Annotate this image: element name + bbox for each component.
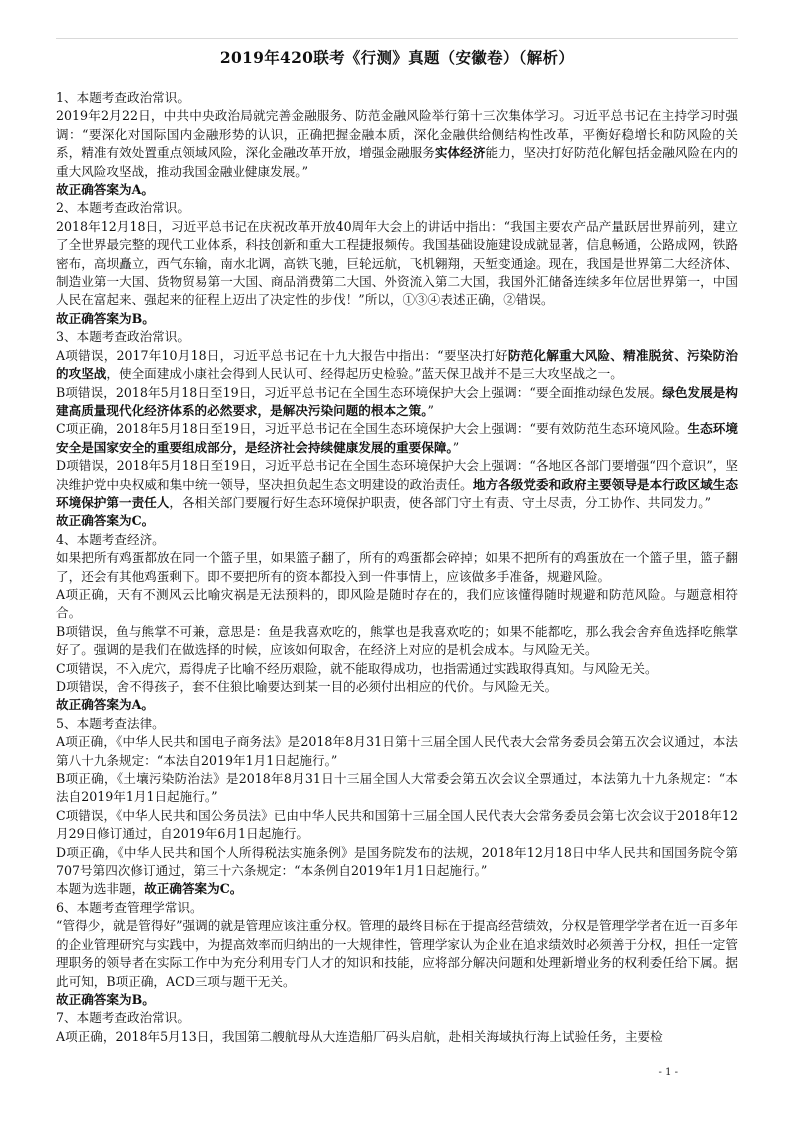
explanation-paragraph <box>56 880 738 898</box>
explanation-paragraph <box>56 660 738 678</box>
body-text: 如果把所有鸡蛋都放在同一个篮子里，如果篮子翻了，所有的鸡蛋都会碎掉；如果不把所有的鸡蛋放在一个篮子里，篮子翻了，还会有其他鸡蛋剩下。即不要把所有的资本都投入到一件事情上，应该做多手准备，规避风险。 <box>56 550 738 584</box>
body-text: 能力，坚决打好防范化解包括金融风险在内的重大风险攻坚战，推动我国金融业健康发展。” <box>56 145 739 179</box>
explanation-paragraph <box>56 733 738 770</box>
emphasis-text: 实体经济 <box>434 145 486 161</box>
answer-line: 故正确答案为B。 <box>56 310 155 326</box>
body-text: “管得少，就是管得好”强调的就是管理应该注重分权。管理的最终目标在于提高经营绩效，分权是管理学学者在近一百多年的企业管理研究与实践中，为提高效率而归纳出的一大规律性，管理学家认为企业在追求绩效时必须善于分权，担任一定管理职务的领导者在实际工作中为充分利用专门人才的知识和技能，应将部分解决问题和处理新增业务的权利委任给下属。据此可知，B项正确，ACD三项与题干无关。 <box>56 918 738 989</box>
body-text: C项错误，《中华人民共和国公务员法》已由中华人民共和国第十三届全国人民代表大会常务委员会第七次会议于2018年12月29日修订通过，自2019年6月1日起施行。 <box>56 807 738 842</box>
body-text: B项正确，《土壤污染防治法》是2018年8月31日十三届全国人大常委会第五次会议全票通过，本法第九十九条规定：“本法自2019年1月1日起施行。” <box>56 771 738 805</box>
body-text: C项正确，2018年5月18日至19日，习近平总书记在全国生态环境保护大会上强调：“要有效防范生态环境风险。 <box>56 421 688 437</box>
emphasis-text: 故正确答案为C。 <box>144 881 243 897</box>
body-text: 本题为选非题， <box>56 881 145 897</box>
explanation-paragraph <box>56 770 738 807</box>
body-text: A项正确，2018年5月13日，我国第二艘航母从大连造船厂码头启航，赴相关海域执行海上试验任务，主要检 <box>56 1028 663 1044</box>
explanation-paragraph <box>56 1028 738 1046</box>
page-number: - 1 - <box>658 1067 678 1078</box>
explanation-paragraph <box>56 844 738 881</box>
emphasis-text: 地方各级党委和政府主要领导是本行政区域生态环境保护第一责任人 <box>56 476 739 510</box>
emphasis-text: 绿色发展是构建高质量现代化经济体系的必然要求，是解决污染问题的根本之策。 <box>56 384 739 418</box>
body-text: B项错误，鱼与熊掌不可兼，意思是：鱼是我喜欢吃的，熊掌也是我喜欢吃的；如果不能都吃，那么我会舍弃鱼选择吃熊掌好了。强调的是我们在做选择的时候，应该如何取舍，在经济上对应的是机会成本。与风险无关。 <box>56 623 738 658</box>
emphasis-text: 防范化解重大风险、精准脱贫、污染防治的攻坚战 <box>56 347 739 382</box>
explanation-paragraph <box>56 623 738 660</box>
question-heading: 4、本题考查经济。 <box>56 531 165 547</box>
explanation-paragraph <box>56 807 738 844</box>
explanation-paragraph <box>56 420 738 457</box>
emphasis-text: 生态环境安全是国家安全的重要组成部分，是经济社会持续健康发展的重要保障。 <box>56 421 739 455</box>
question-heading: 6、本题考查管理学常识。 <box>56 899 203 915</box>
document-title: 2019年420联考《行测》真题（安徽卷）（解析） <box>219 48 575 67</box>
document-body <box>56 89 738 1046</box>
explanation-paragraph <box>56 586 738 623</box>
body-text: A项正确，天有不测风云比喻灾祸是无法预料的，即风险是随时存在的，我们应该懂得随时规避和防范风险。与题意相符合。 <box>56 586 738 621</box>
body-text: A项正确，《中华人民共和国电子商务法》是2018年8月31日第十三届全国人民代表大会常务委员会第五次会议通过，本法第八十九条规定：“本法自2019年1月1日起施行。” <box>56 734 738 768</box>
body-text: ，使全面建成小康社会得到人民认可、经得起历史检验。”蓝天保卫战并不是三大攻坚战之一。 <box>106 366 623 382</box>
body-text: A项错误，2017年10月18日，习近平总书记在十九大报告中指出：“要坚决打好 <box>56 347 508 363</box>
explanation-paragraph <box>56 347 738 384</box>
answer-line: 故正确答案为B。 <box>56 991 155 1007</box>
body-text: 2018年12月18日，习近平总书记在庆祝改革开放40周年大会上的讲话中指出：“我国主要农产品产量跃居世界前列，建立了全世界最完整的现代工业体系，科技创新和重大工程捷报频传。我国基础设施建设成就显著，信息畅通，公路成网，铁路密布，高坝矗立，西气东输，南水北调，高铁飞驰，巨轮远航，飞机翱翔，天堑变通途。现在，我国是世界第二大经济体、制造业第一大国、货物贸易第一大国、商品消费第二大国、外资流入第二大国，我国外汇储备连续多年位居世界第一，中国人民在富起来、强起来的征程上迈出了决定性的步伐！”所以，①③④表述正确，②错误。 <box>56 218 738 308</box>
question-heading: 7、本题考查政治常识。 <box>56 1010 190 1026</box>
explanation-paragraph <box>56 384 738 421</box>
question-heading: 1、本题考查政治常识。 <box>56 90 190 105</box>
answer-line: 故正确答案为A。 <box>56 697 154 713</box>
explanation-paragraph <box>56 457 738 512</box>
body-text: ” <box>452 439 460 455</box>
explanation-paragraph <box>56 678 738 696</box>
question-heading: 2、本题考查政治常识。 <box>56 200 190 216</box>
body-text: ，各相关部门要履行好生态环境保护职责，使各部门守土有责、守土尽责，分工协作、共同发力。” <box>169 494 712 510</box>
body-text: B项错误，2018年5月18日至19日，习近平总书记在全国生态环境保护大会上强调：“要全面推动绿色发展。 <box>56 384 663 400</box>
question-heading: 3、本题考查政治常识。 <box>56 329 190 345</box>
answer-line: 故正确答案为A。 <box>56 182 154 198</box>
body-text: 2019年2月22日，中共中央政治局就完善金融服务、防范金融风险举行第十三次集体学习。习近平总书记在主持学习时强调：“要深化对国际国内金融形势的认识，正确把握金融本质，深化金融供给侧结构性改革，平衡好稳增长和防风险的关系，精准有效处置重点领域风险，深化金融改革开放，增强金融服务 <box>56 108 738 161</box>
body-text: C项错误，不入虎穴，焉得虎子比喻不经历艰险，就不能取得成功，也指需通过实践取得真知。与风险无关。 <box>56 660 658 676</box>
question-heading: 5、本题考查法律。 <box>56 715 165 731</box>
explanation-paragraph <box>56 218 738 310</box>
document-page <box>56 0 738 1122</box>
body-text: D项错误，舍不得孩子，套不住狼比喻要达到某一目的必须付出相应的代价。与风险无关。 <box>56 679 558 694</box>
explanation-paragraph <box>56 549 738 586</box>
body-text: D项正确，《中华人民共和国个人所得税法实施条例》是国务院发布的法规，2018年12月18日中华人民共和国国务院令第707号第四次修订通过，第三十六条规定：“本条例自2019年1月1日起施行。” <box>56 844 738 879</box>
body-text: D项错误，2018年5月18日至19日，习近平总书记在全国生态环境保护大会上强调：“各地区各部门要增强“四个意识”，坚决维护党中央权威和集中统一领导，坚决担负起生态文明建设的政治责任。 <box>56 458 738 492</box>
answer-line: 故正确答案为C。 <box>56 513 155 529</box>
explanation-paragraph <box>56 107 738 181</box>
body-text: ” <box>427 402 434 418</box>
explanation-paragraph <box>56 917 738 991</box>
